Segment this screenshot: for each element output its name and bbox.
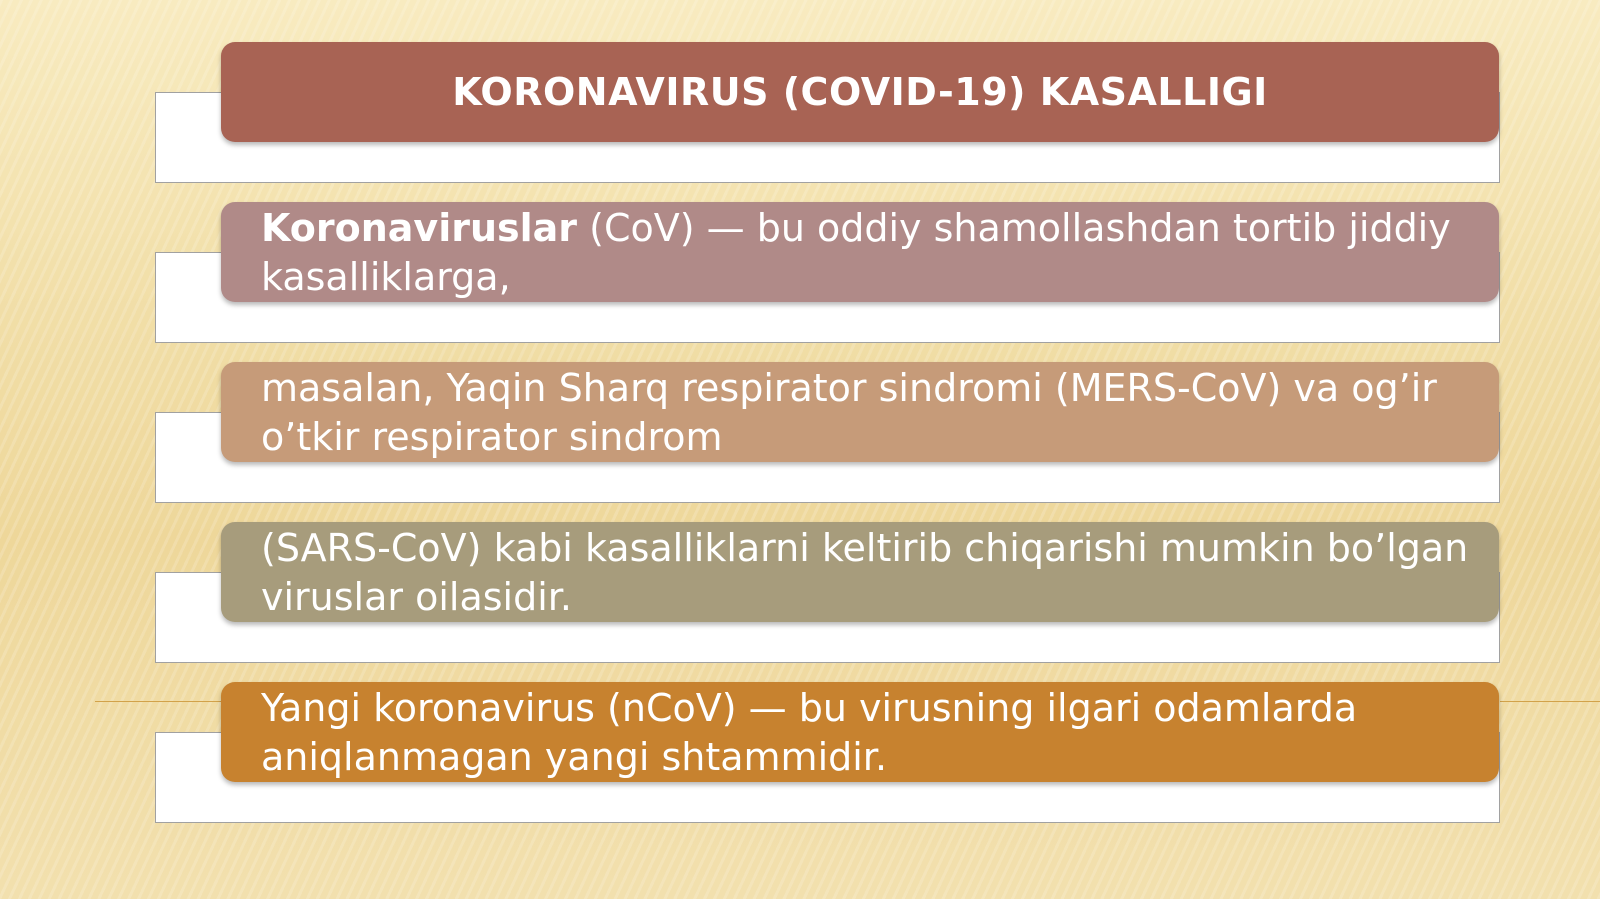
decorative-line-right [1500, 701, 1600, 702]
content-text-4 [261, 684, 1473, 782]
slide-title: KORONAVIRUS (COVID-19) KASALLIGI [452, 69, 1268, 114]
content-text-2 [261, 364, 1473, 462]
content-bar-4 [221, 682, 1499, 782]
title-row [155, 42, 1500, 182]
content-body-4: Yangi koronavirus (nCoV) — bu virusning ilgari odamlarda aniqlanmagan yangi shtammidir. [261, 686, 1358, 779]
content-bar-3 [221, 522, 1499, 622]
content-row-3 [155, 522, 1500, 662]
content-strong-1: Koronaviruslar [261, 206, 578, 250]
title-bar [221, 42, 1499, 142]
content-row-4 [155, 682, 1500, 822]
content-row-1 [155, 202, 1500, 342]
content-body-1: (CoV) — bu oddiy shamollashdan tortib jiddiy kasalliklarga, [261, 206, 1451, 299]
content-bar-1 [221, 202, 1499, 302]
content-row-2 [155, 362, 1500, 502]
content-text-3 [261, 524, 1473, 622]
content-text-1 [261, 204, 1473, 302]
content-body-3: (SARS-CoV) kabi kasalliklarni keltirib chiqarishi mumkin bo’lgan viruslar oilasidir. [261, 526, 1469, 619]
content-body-2: masalan, Yaqin Sharq respirator sindromi (MERS-CoV) va og’ir o’tkir respirator sindrom [261, 366, 1437, 459]
content-bar-2 [221, 362, 1499, 462]
